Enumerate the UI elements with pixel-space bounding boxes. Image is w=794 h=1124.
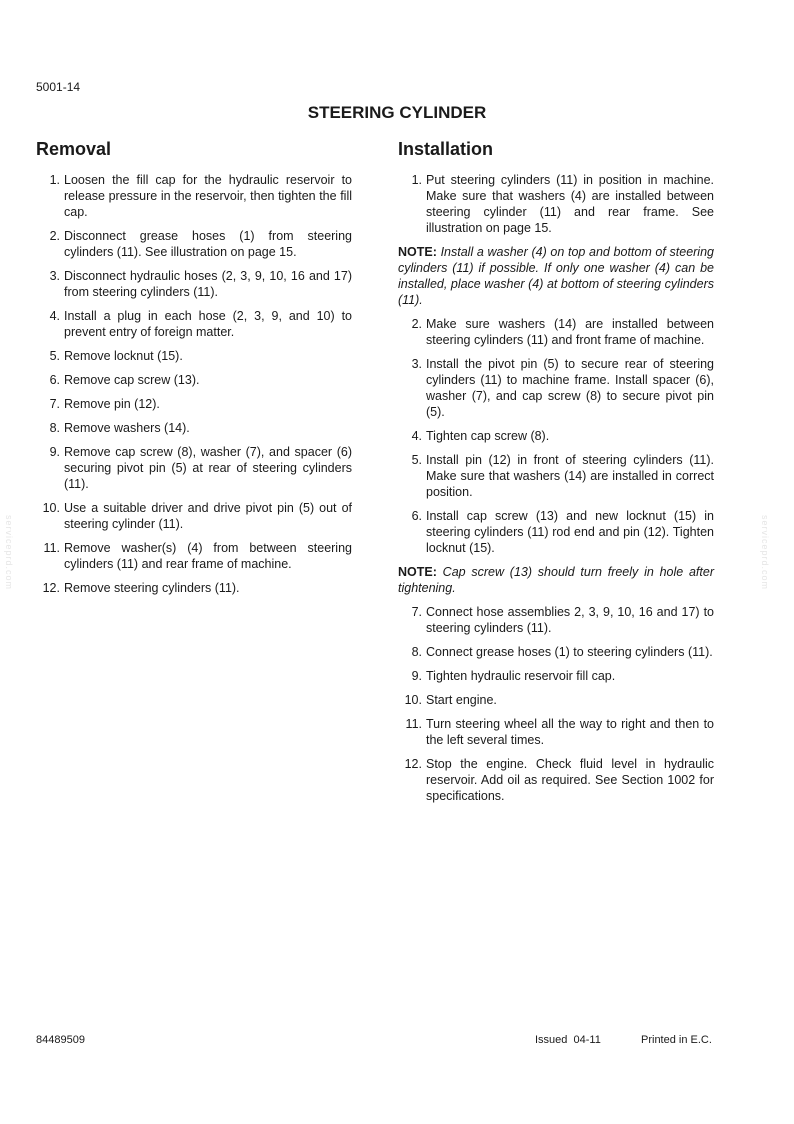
step-number: 7. bbox=[49, 397, 60, 411]
installation-step bbox=[398, 452, 714, 500]
note-text: Cap screw (13) should turn freely in hole after tightening. bbox=[398, 565, 714, 595]
step-number: 1. bbox=[49, 173, 60, 187]
step-number: 3. bbox=[49, 269, 60, 283]
step-text: Disconnect hydraulic hoses (2, 3, 9, 10, 16 and 17) from steering cylinders (11). bbox=[64, 269, 352, 299]
step-text: Start engine. bbox=[426, 693, 497, 707]
footer-part-number: 84489509 bbox=[36, 1034, 85, 1046]
step-number: 10. bbox=[42, 501, 60, 515]
removal-steps bbox=[36, 172, 352, 596]
installation-steps-c bbox=[398, 604, 714, 804]
step-text: Remove steering cylinders (11). bbox=[64, 581, 240, 595]
removal-step bbox=[36, 372, 352, 388]
step-text: Connect hose assemblies 2, 3, 9, 10, 16 and 17) to steering cylinders (11). bbox=[426, 605, 714, 635]
note-text: Install a washer (4) on top and bottom of steering cylinders (11) if possible. If only one washer (4) can be installed, place washer (4) at bottom of steering cylinders (11). bbox=[398, 245, 714, 307]
removal-section bbox=[36, 139, 352, 604]
step-number: 8. bbox=[411, 645, 422, 659]
removal-step bbox=[36, 396, 352, 412]
installation-step bbox=[398, 316, 714, 348]
installation-step bbox=[398, 172, 714, 236]
step-text: Install a plug in each hose (2, 3, 9, and 10) to prevent entry of foreign matter. bbox=[64, 309, 352, 339]
step-number: 11. bbox=[405, 717, 422, 731]
step-number: 4. bbox=[411, 429, 422, 443]
step-text: Put steering cylinders (11) in position in machine. Make sure that washers (4) are installed between steering cylinder (11) and rear frame. See illustration on page 15. bbox=[426, 173, 714, 235]
installation-step bbox=[398, 604, 714, 636]
removal-step bbox=[36, 444, 352, 492]
step-number: 2. bbox=[411, 317, 422, 331]
page-title: STEERING CYLINDER bbox=[307, 103, 487, 122]
removal-heading: Removal bbox=[36, 139, 112, 159]
step-text: Install pin (12) in front of steering cylinders (11). Make sure that washers (14) are installed in correct position. bbox=[426, 453, 714, 499]
removal-step bbox=[36, 500, 352, 532]
removal-step bbox=[36, 308, 352, 340]
installation-heading: Installation bbox=[398, 139, 494, 159]
step-number: 6. bbox=[411, 509, 422, 523]
removal-step bbox=[36, 268, 352, 300]
step-number: 8. bbox=[49, 421, 60, 435]
step-text: Remove washer(s) (4) from between steering cylinders (11) and rear frame of machine. bbox=[64, 541, 352, 571]
installation-steps-b bbox=[398, 316, 714, 556]
installation-steps-a bbox=[398, 172, 714, 236]
note-label: NOTE: bbox=[398, 565, 437, 579]
note-label: NOTE: bbox=[398, 245, 437, 259]
installation-step bbox=[398, 644, 714, 660]
note bbox=[398, 244, 714, 308]
step-number: 2. bbox=[49, 229, 60, 243]
step-number: 1. bbox=[411, 173, 422, 187]
installation-step bbox=[398, 692, 714, 708]
step-number: 5. bbox=[49, 349, 60, 363]
step-number: 6. bbox=[49, 373, 60, 387]
removal-step bbox=[36, 580, 352, 596]
step-text: Turn steering wheel all the way to right and then to the left several times. bbox=[426, 717, 714, 747]
note bbox=[398, 564, 714, 596]
removal-step bbox=[36, 172, 352, 220]
installation-section bbox=[398, 139, 714, 812]
step-number: 5. bbox=[411, 453, 422, 467]
step-text: Loosen the fill cap for the hydraulic reservoir to release pressure in the reservoir, then tighten the fill cap. bbox=[64, 173, 352, 219]
page-code: 5001-14 bbox=[36, 80, 81, 94]
installation-step bbox=[398, 716, 714, 748]
installation-step bbox=[398, 668, 714, 684]
step-number: 7. bbox=[411, 605, 422, 619]
step-text: Stop the engine. Check fluid level in hydraulic reservoir. Add oil as required. See Section 1002 for specifications. bbox=[426, 757, 714, 803]
step-text: Remove washers (14). bbox=[64, 421, 190, 435]
step-text: Make sure washers (14) are installed between steering cylinders (11) and front frame of machine. bbox=[426, 317, 714, 347]
removal-step bbox=[36, 228, 352, 260]
step-text: Tighten cap screw (8). bbox=[426, 429, 550, 443]
removal-step bbox=[36, 420, 352, 436]
step-text: Connect grease hoses (1) to steering cylinders (11). bbox=[426, 645, 713, 659]
installation-step bbox=[398, 356, 714, 420]
installation-step bbox=[398, 428, 714, 444]
step-text: Use a suitable driver and drive pivot pin (5) out of steering cylinder (11). bbox=[64, 501, 352, 531]
step-number: 12. bbox=[404, 757, 422, 771]
removal-step bbox=[36, 348, 352, 364]
step-text: Install cap screw (13) and new locknut (15) in steering cylinders (11) rod end and pin (12). Tighten locknut (15). bbox=[426, 509, 714, 555]
step-number: 11. bbox=[43, 541, 60, 555]
step-number: 9. bbox=[411, 669, 422, 683]
step-text: Tighten hydraulic reservoir fill cap. bbox=[426, 669, 616, 683]
step-number: 9. bbox=[49, 445, 60, 459]
step-text: Install the pivot pin (5) to secure rear of steering cylinders (11) to machine frame. Install spacer (6), washer (7), and cap screw (8) to secure pivot pin (5). bbox=[426, 357, 714, 419]
removal-step bbox=[36, 540, 352, 572]
step-text: Remove cap screw (13). bbox=[64, 373, 200, 387]
step-text: Remove locknut (15). bbox=[64, 349, 183, 363]
step-text: Disconnect grease hoses (1) from steering cylinders (11). See illustration on page 15. bbox=[64, 229, 352, 259]
step-number: 4. bbox=[49, 309, 60, 323]
watermark-right: serviceprd.com bbox=[760, 515, 770, 591]
step-number: 10. bbox=[404, 693, 422, 707]
step-number: 3. bbox=[411, 357, 422, 371]
step-text: Remove pin (12). bbox=[64, 397, 160, 411]
installation-step bbox=[398, 756, 714, 804]
footer-issued: Issued 04-11 bbox=[535, 1034, 601, 1046]
step-number: 12. bbox=[42, 581, 60, 595]
watermark-left: serviceprd.com bbox=[4, 515, 14, 591]
step-text: Remove cap screw (8), washer (7), and spacer (6) securing pivot pin (5) at rear of steering cylinders (11). bbox=[64, 445, 352, 491]
installation-step bbox=[398, 508, 714, 556]
footer-printed: Printed in E.C. bbox=[641, 1034, 712, 1046]
